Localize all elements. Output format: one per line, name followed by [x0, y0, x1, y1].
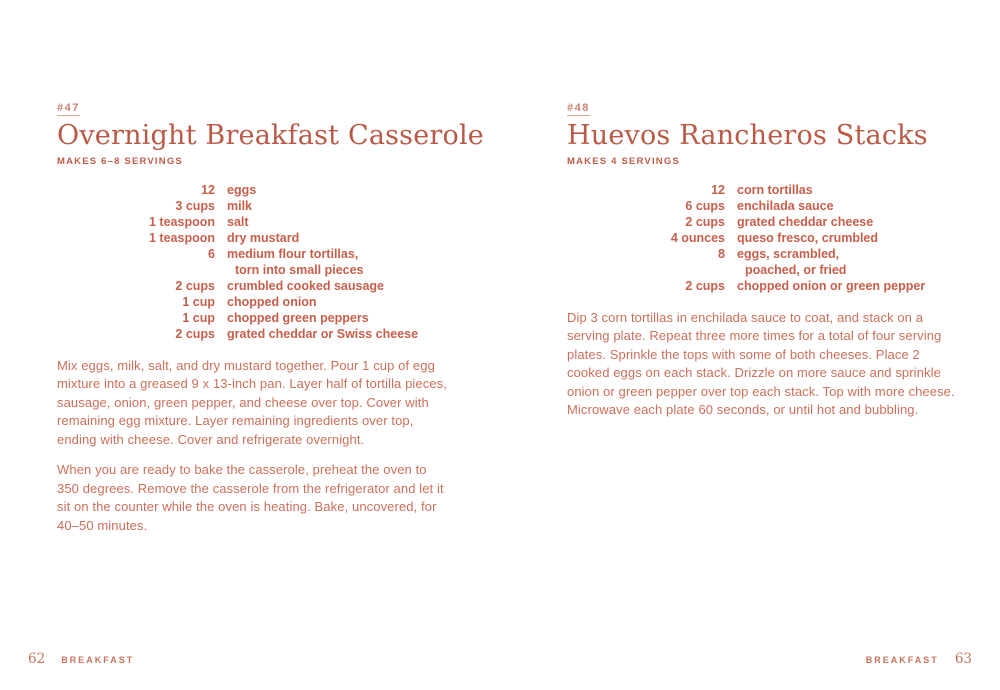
recipe-number: #48 [567, 102, 590, 116]
ingredient-quantity: 2 cups [175, 326, 215, 341]
ingredient-name [737, 246, 846, 278]
instructions [57, 357, 449, 536]
ingredient-row [567, 182, 959, 198]
ingredient-row [57, 310, 449, 326]
ingredient-row [567, 246, 959, 278]
instruction-paragraph: When you are ready to bake the casserole, preheat the oven to 350 degrees. Remove the casserole from the refrigerator and let it sit on the counter while the oven is heating. Bake, uncovered, for 40–50 minutes. [57, 462, 444, 533]
ingredient-name-line: eggs, scrambled, [737, 246, 840, 261]
ingredient-name [227, 310, 369, 326]
ingredient-name-line: medium flour tortillas, [227, 246, 359, 261]
instruction-paragraph: Dip 3 corn tortillas in enchilada sauce to coat, and stack on a serving plate. Repeat three more times for a total of four serving plates. Sprinkle the tops with some of both cheeses. Place 2 cooked eggs on each stack. Drizzle on more sauce and sprinkle onion or green pepper over top each stack. Top with more cheese. Microwave each plate 60 seconds, or until hot and bubbling. [567, 309, 955, 418]
ingredient-name [227, 230, 299, 246]
ingredient-name [737, 182, 813, 198]
ingredient-quantity: 1 teaspoon [149, 230, 215, 245]
recipe-number: #47 [57, 102, 80, 116]
ingredient-name-line: chopped onion [227, 294, 317, 309]
instructions [567, 309, 959, 420]
ingredient-row [57, 246, 449, 278]
ingredient-row [57, 294, 449, 310]
ingredient-quantity: 6 [208, 246, 215, 261]
ingredient-name-line: chopped green peppers [227, 310, 369, 325]
ingredient-name-line: dry mustard [227, 230, 300, 245]
ingredient-quantity: 1 cup [182, 310, 215, 325]
right-page-footer [866, 651, 972, 667]
instruction-paragraph: Mix eggs, milk, salt, and dry mustard together. Pour 1 cup of egg mixture into a greased 9 x 13-inch pan. Layer half of tortilla pieces, sausage, onion, green pepper, and cheese over top. Cover with remaining egg mixture. Layer remaining ingredients over top, ending with cheese. Cover and refrigerate overnight. [57, 357, 447, 447]
ingredient-row [567, 214, 959, 230]
ingredient-quantity: 12 [201, 182, 215, 197]
ingredient-quantity: 8 [718, 246, 725, 261]
ingredient-row [57, 278, 449, 294]
ingredient-list [57, 182, 449, 342]
ingredient-name-line: eggs [227, 182, 257, 197]
recipe-title: Huevos Rancheros Stacks [567, 120, 928, 152]
ingredient-quantity: 2 cups [685, 278, 725, 293]
ingredient-name-line: queso fresco, crumbled [737, 230, 879, 245]
ingredient-row [567, 198, 959, 214]
ingredient-name [227, 278, 384, 294]
ingredient-row [57, 182, 449, 198]
ingredient-name [737, 278, 925, 294]
right-recipe-column [567, 98, 959, 432]
section-label: BREAKFAST [61, 655, 135, 665]
ingredient-quantity: 12 [711, 182, 725, 197]
ingredient-name [227, 214, 249, 230]
ingredient-name-wrap: poached, or fried [745, 262, 847, 277]
ingredient-quantity: 6 cups [685, 198, 725, 213]
left-recipe-column [57, 98, 484, 547]
servings-note: MAKES 4 SERVINGS [567, 155, 680, 167]
ingredient-name-line: crumbled cooked sausage [227, 278, 385, 293]
ingredient-name [227, 198, 252, 214]
ingredient-name [737, 198, 834, 214]
ingredient-quantity: 1 cup [182, 294, 215, 309]
ingredient-row [57, 214, 449, 230]
ingredient-quantity: 1 teaspoon [149, 214, 215, 229]
ingredient-name-wrap: torn into small pieces [235, 262, 364, 277]
ingredient-name [737, 214, 873, 230]
ingredient-name [227, 294, 317, 310]
ingredient-quantity: 3 cups [175, 198, 215, 213]
ingredient-row [567, 230, 959, 246]
ingredient-row [57, 230, 449, 246]
ingredient-name-line: enchilada sauce [737, 198, 834, 213]
ingredient-name-line: chopped onion or green pepper [737, 278, 926, 293]
ingredient-row [57, 198, 449, 214]
left-page-footer [28, 651, 134, 667]
ingredient-name-line: corn tortillas [737, 182, 813, 197]
ingredient-name [227, 326, 418, 342]
servings-note: MAKES 6–8 SERVINGS [57, 155, 183, 167]
ingredient-name [227, 246, 364, 278]
ingredient-row [567, 278, 959, 294]
ingredient-name-line: salt [227, 214, 249, 229]
ingredient-name-line: grated cheddar or Swiss cheese [227, 326, 419, 341]
page-number: 62 [28, 651, 46, 667]
ingredient-name [737, 230, 878, 246]
page-number: 63 [954, 651, 972, 667]
ingredient-name-line: grated cheddar cheese [737, 214, 874, 229]
section-label: BREAKFAST [865, 655, 939, 665]
ingredient-quantity: 4 ounces [670, 230, 725, 245]
ingredient-quantity: 2 cups [685, 214, 725, 229]
ingredient-quantity: 2 cups [175, 278, 215, 293]
ingredient-name [227, 182, 256, 198]
ingredient-name-line: milk [227, 198, 253, 213]
ingredient-row [57, 326, 449, 342]
ingredient-list [567, 182, 959, 294]
recipe-title: Overnight Breakfast Casserole [57, 120, 484, 152]
